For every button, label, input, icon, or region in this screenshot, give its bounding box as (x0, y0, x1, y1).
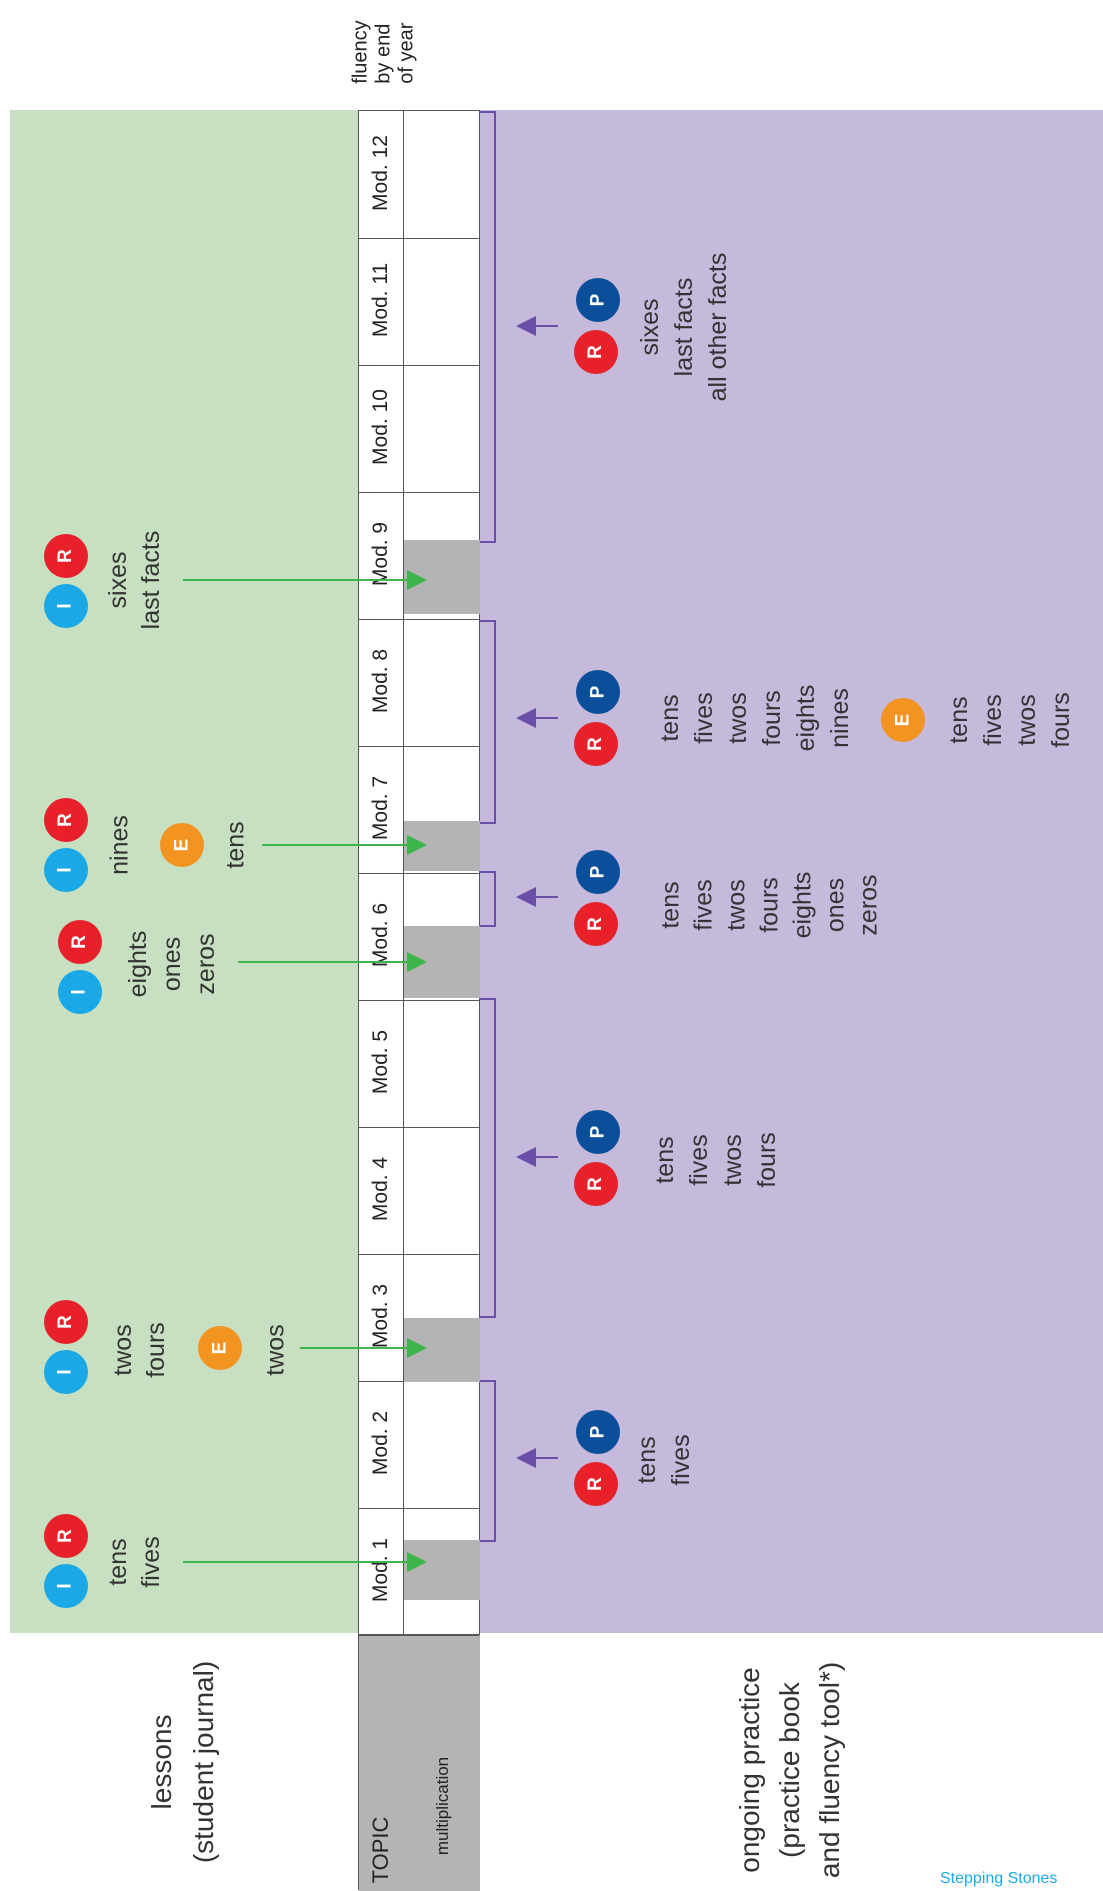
review-badge: R (44, 1514, 88, 1558)
practice-facts: sixes last facts all other facts (636, 252, 732, 402)
practice-badge: P (576, 670, 620, 714)
module-label: Mod. 12 (369, 135, 392, 211)
review-badge: R (44, 534, 88, 578)
practice-badge: P (576, 1110, 620, 1154)
practice-extra-facts: tens fives twos fours (945, 692, 1075, 748)
lesson-facts: sixes last facts (104, 530, 165, 630)
practice-facts: tens fives twos fours eights ones zeros (656, 871, 883, 939)
review-badge: R (574, 1162, 618, 1206)
brand-footer: Stepping Stones (940, 1870, 1058, 1887)
practice-facts: tens fives (633, 1434, 695, 1486)
module-label: Mod. 3 (369, 1283, 392, 1349)
extension-badge: E (160, 823, 204, 867)
module-label: Mod. 1 (369, 1537, 392, 1603)
topic-value: multiplication (433, 1756, 452, 1856)
practice-badge: P (576, 278, 620, 322)
lesson-facts: twos fours (109, 1322, 170, 1378)
review-badge: R (58, 920, 102, 964)
module-label: Mod. 10 (369, 389, 392, 465)
lesson-extra-fact: twos (261, 1324, 290, 1376)
module-label: Mod. 9 (369, 521, 392, 587)
module-label: Mod. 5 (369, 1029, 392, 1095)
module-label: Mod. 4 (369, 1156, 392, 1222)
practice-badge: P (576, 1410, 620, 1454)
module-label: Mod. 6 (369, 902, 392, 968)
review-badge: R (44, 798, 88, 842)
review-badge: R (44, 1300, 88, 1344)
module-label: Mod. 7 (369, 775, 392, 841)
review-badge: R (574, 330, 618, 374)
review-badge: R (574, 902, 618, 946)
introduce-badge: I (44, 1350, 88, 1394)
introduce-badge: I (44, 848, 88, 892)
module-label: Mod. 11 (369, 262, 392, 338)
module-label: Mod. 8 (369, 648, 392, 714)
introduce-badge: I (44, 1564, 88, 1608)
practice-facts: tens fives twos fours eights nines (656, 684, 854, 752)
lesson-facts: eights ones zeros (124, 930, 220, 998)
module-label: Mod. 2 (369, 1410, 392, 1476)
introduce-badge: I (58, 970, 102, 1014)
practice-facts: tens fives twos fours (651, 1132, 781, 1188)
fluency-label: fluency by end of year (349, 20, 418, 84)
extension-badge: E (881, 698, 925, 742)
practice-heading: ongoing practice (practice book and fluency tool*) (734, 1661, 845, 1879)
topic-header: TOPIC (368, 1816, 393, 1884)
review-badge: R (574, 1462, 618, 1506)
lesson-extra-fact: tens (221, 821, 250, 869)
introduce-badge: I (44, 584, 88, 628)
extension-badge: E (198, 1326, 242, 1370)
lessons-heading: lessons (student journal) (146, 1660, 219, 1864)
lesson-facts: tens fives (104, 1536, 165, 1588)
practice-badge: P (576, 850, 620, 894)
lesson-facts: nines (105, 815, 134, 875)
review-badge: R (574, 722, 618, 766)
